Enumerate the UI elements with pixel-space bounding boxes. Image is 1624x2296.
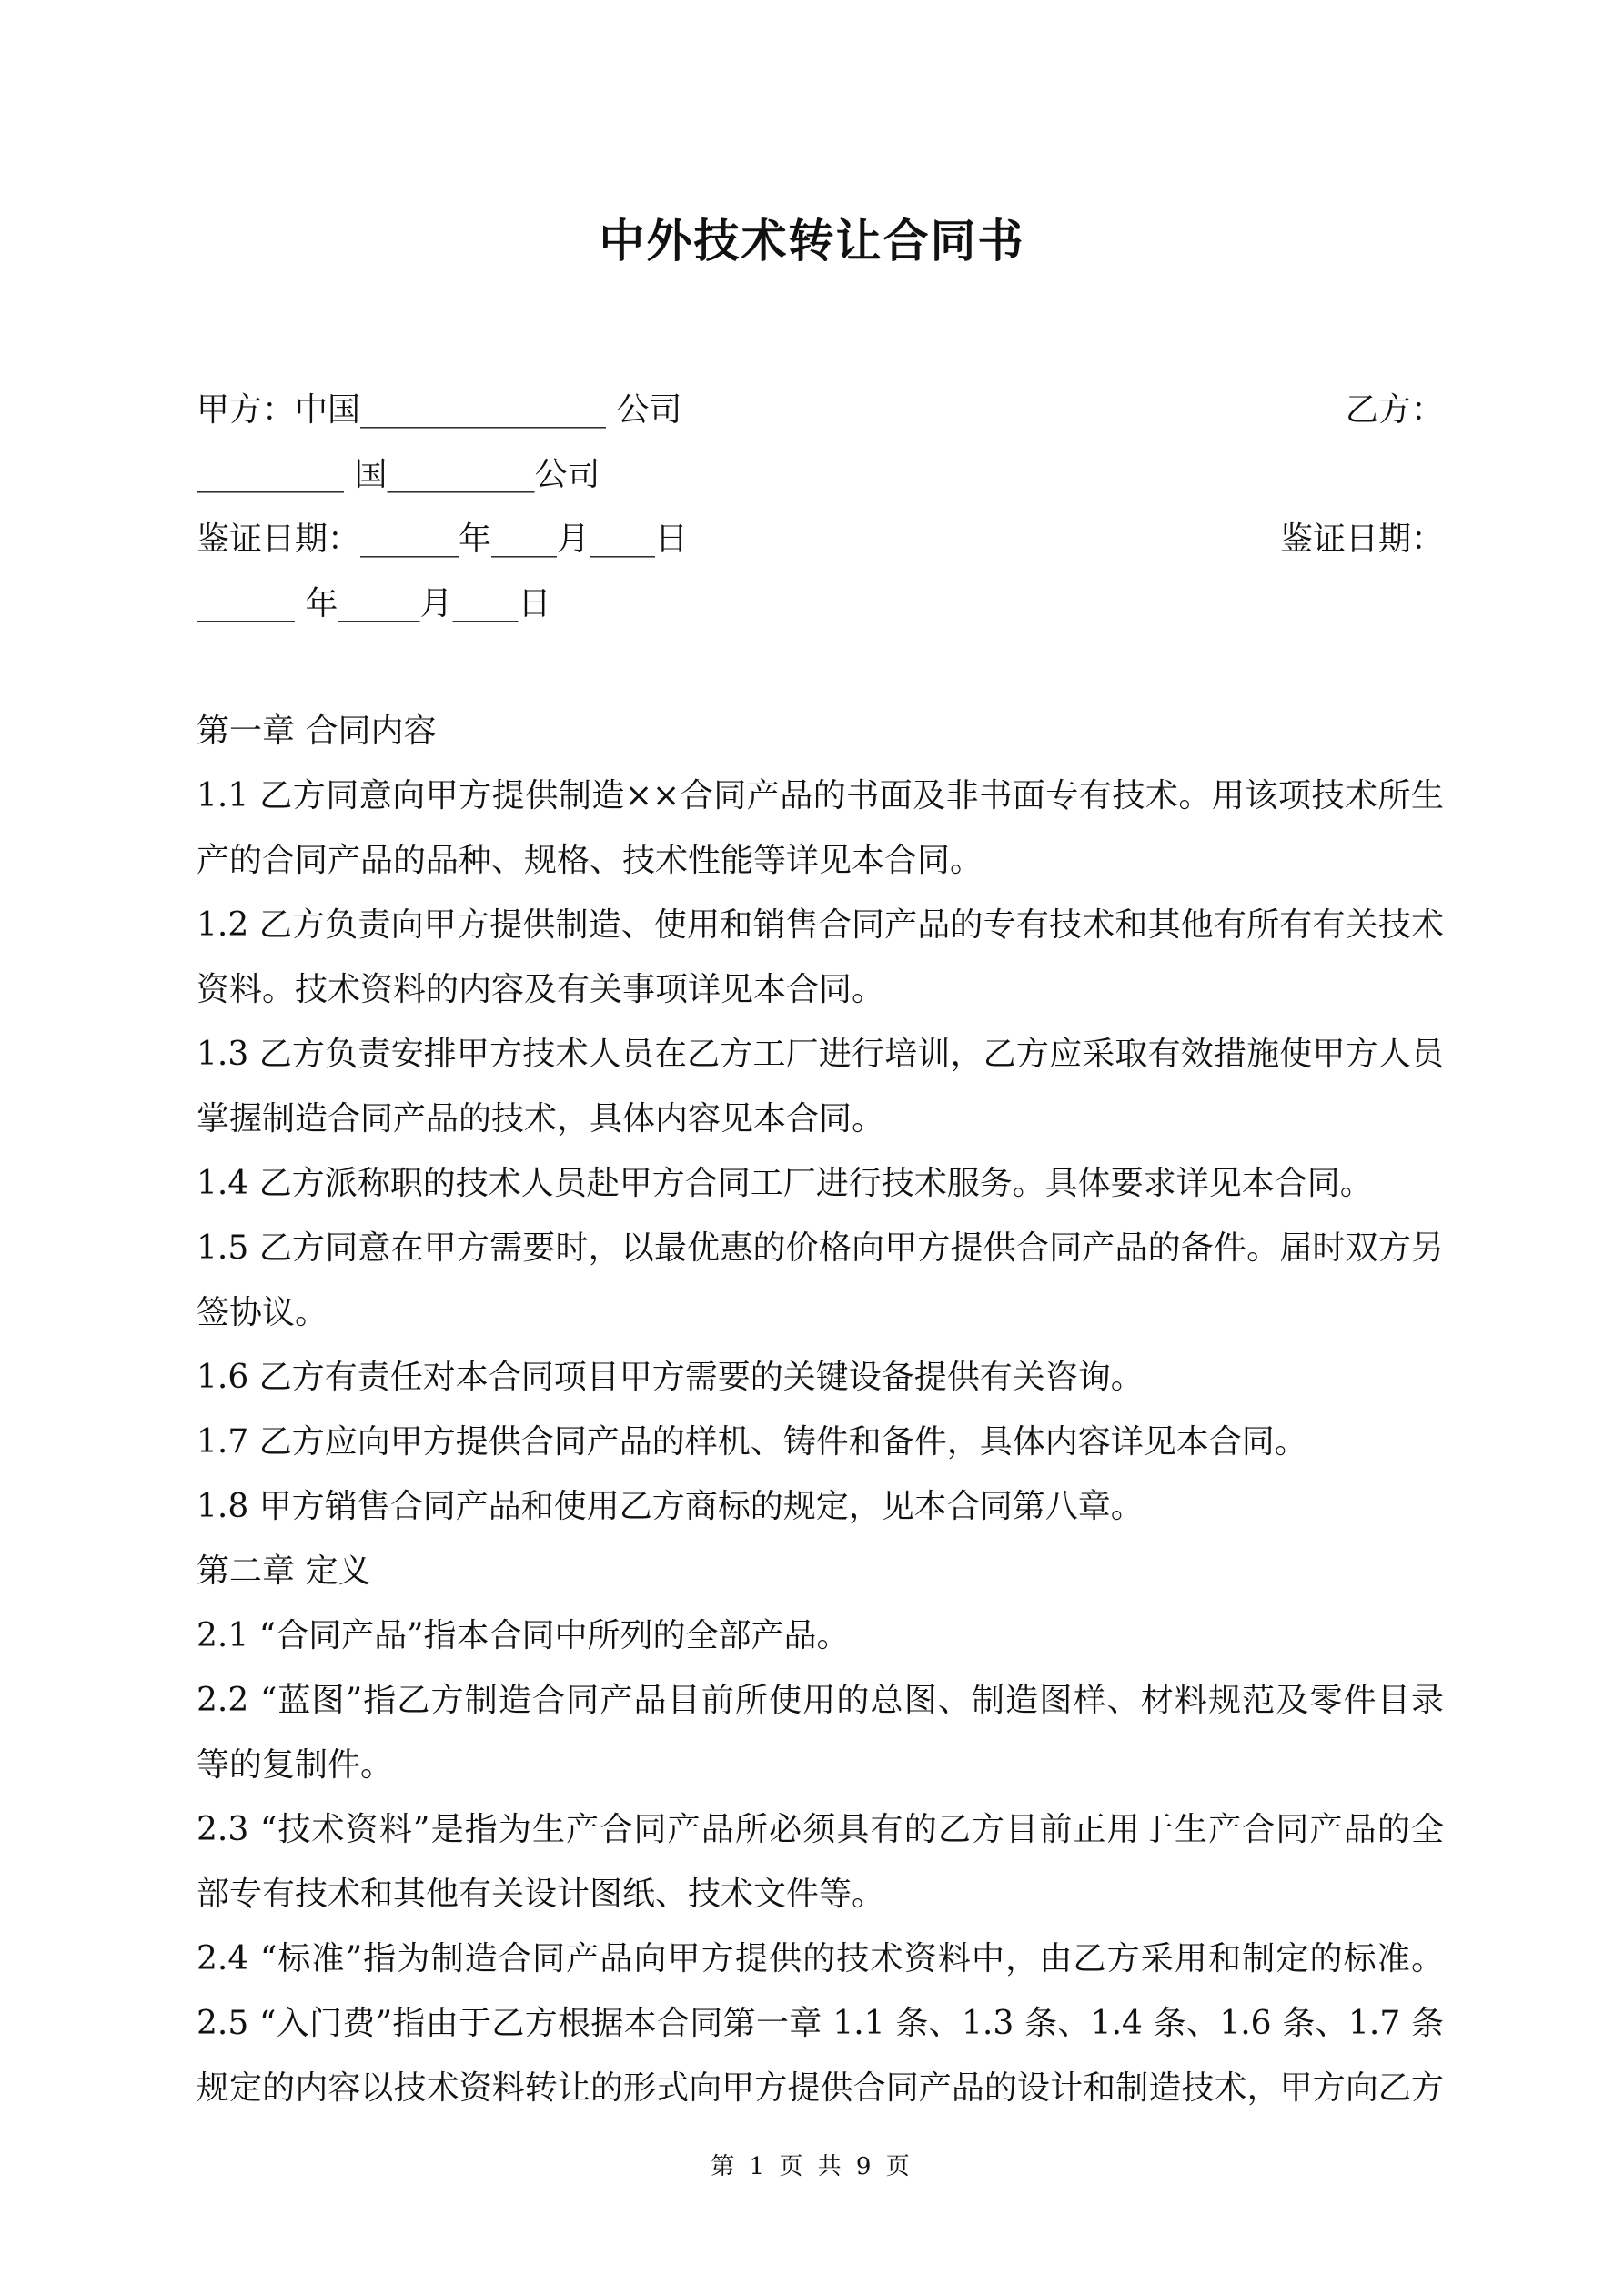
party-b-value: _________ 国_________公司 [197, 456, 600, 493]
body-line: 1.3 乙方负责安排甲方技术人员在乙方工厂进行培训，乙方应采取有效措施使甲方人员 [197, 1036, 1444, 1073]
body-line: 2.4 “标准”指为制造合同产品向甲方提供的技术资料中，由乙方采用和制定的标准。 [197, 1940, 1444, 1977]
body-line: 等的复制件。 [197, 1746, 394, 1784]
date-row [197, 507, 1444, 571]
party-b-label: 乙方： [1345, 391, 1444, 429]
body-line: 第二章 定义 [197, 1553, 371, 1590]
body-line: 2.2 “蓝图”指乙方制造合同产品目前所使用的总图、制造图样、材料规范及零件目录 [197, 1682, 1444, 1719]
body-line: 2.3 “技术资料”是指为生产合同产品所必须具有的乙方目前正用于生产合同产品的全 [197, 1811, 1444, 1848]
body-line: 1.2 乙方负责向甲方提供制造、使用和销售合同产品的专有技术和其他有所有有关技术 [197, 906, 1444, 944]
body-line: 第一章 合同内容 [197, 713, 437, 750]
body-line: 2.1 “合同产品”指本合同中所列的全部产品。 [197, 1617, 850, 1654]
parties-header [197, 378, 1444, 636]
body-line: 掌握制造合同产品的技术，具体内容见本合同。 [197, 1100, 885, 1138]
contract-body [197, 699, 1444, 2120]
body-line: 1.5 乙方同意在甲方需要时，以最优惠的价格向甲方提供合同产品的备件。届时双方另 [197, 1229, 1444, 1267]
body-line: 规定的内容以技术资料转让的形式向甲方提供合同产品的设计和制造技术，甲方向乙方 [197, 2069, 1444, 2107]
date-b-label: 鉴证日期： [1279, 521, 1444, 558]
body-line: 1.8 甲方销售合同产品和使用乙方商标的规定，见本合同第八章。 [197, 1488, 1144, 1525]
body-line: 1.4 乙方派称职的技术人员赴甲方合同工厂进行技术服务。具体要求详见本合同。 [197, 1165, 1373, 1202]
document-title: 中外技术转让合同书 [599, 214, 1025, 268]
body-line: 1.6 乙方有责任对本合同项目甲方需要的关键设备提供有关咨询。 [197, 1359, 1144, 1396]
party-row [197, 378, 1444, 442]
body-line: 2.5 “入门费”指由于乙方根据本合同第一章 1.1 条、1.3 条、1.4 条、1.6 条、1.7 条 [197, 2005, 1444, 2042]
date-b-value: ______ 年_____月____日 [197, 585, 551, 622]
body-line: 1.1 乙方同意向甲方提供制造××合同产品的书面及非书面专有技术。用该项技术所生 [197, 777, 1444, 814]
party-a: 甲方：中国_______________ 公司 [197, 391, 682, 429]
page-number: 第 1 页 共 9 页 [711, 2153, 913, 2180]
body-line: 1.7 乙方应向甲方提供合同产品的样机、铸件和备件，具体内容详见本合同。 [197, 1423, 1307, 1461]
body-line: 资料。技术资料的内容及有关事项详见本合同。 [197, 971, 885, 1008]
body-line: 签协议。 [197, 1294, 328, 1331]
body-line: 部专有技术和其他有关设计图纸、技术文件等。 [197, 1876, 885, 1913]
date-a: 鉴证日期：______年____月____日 [197, 521, 689, 558]
body-line: 产的合同产品的品种、规格、技术性能等详见本合同。 [197, 842, 983, 879]
